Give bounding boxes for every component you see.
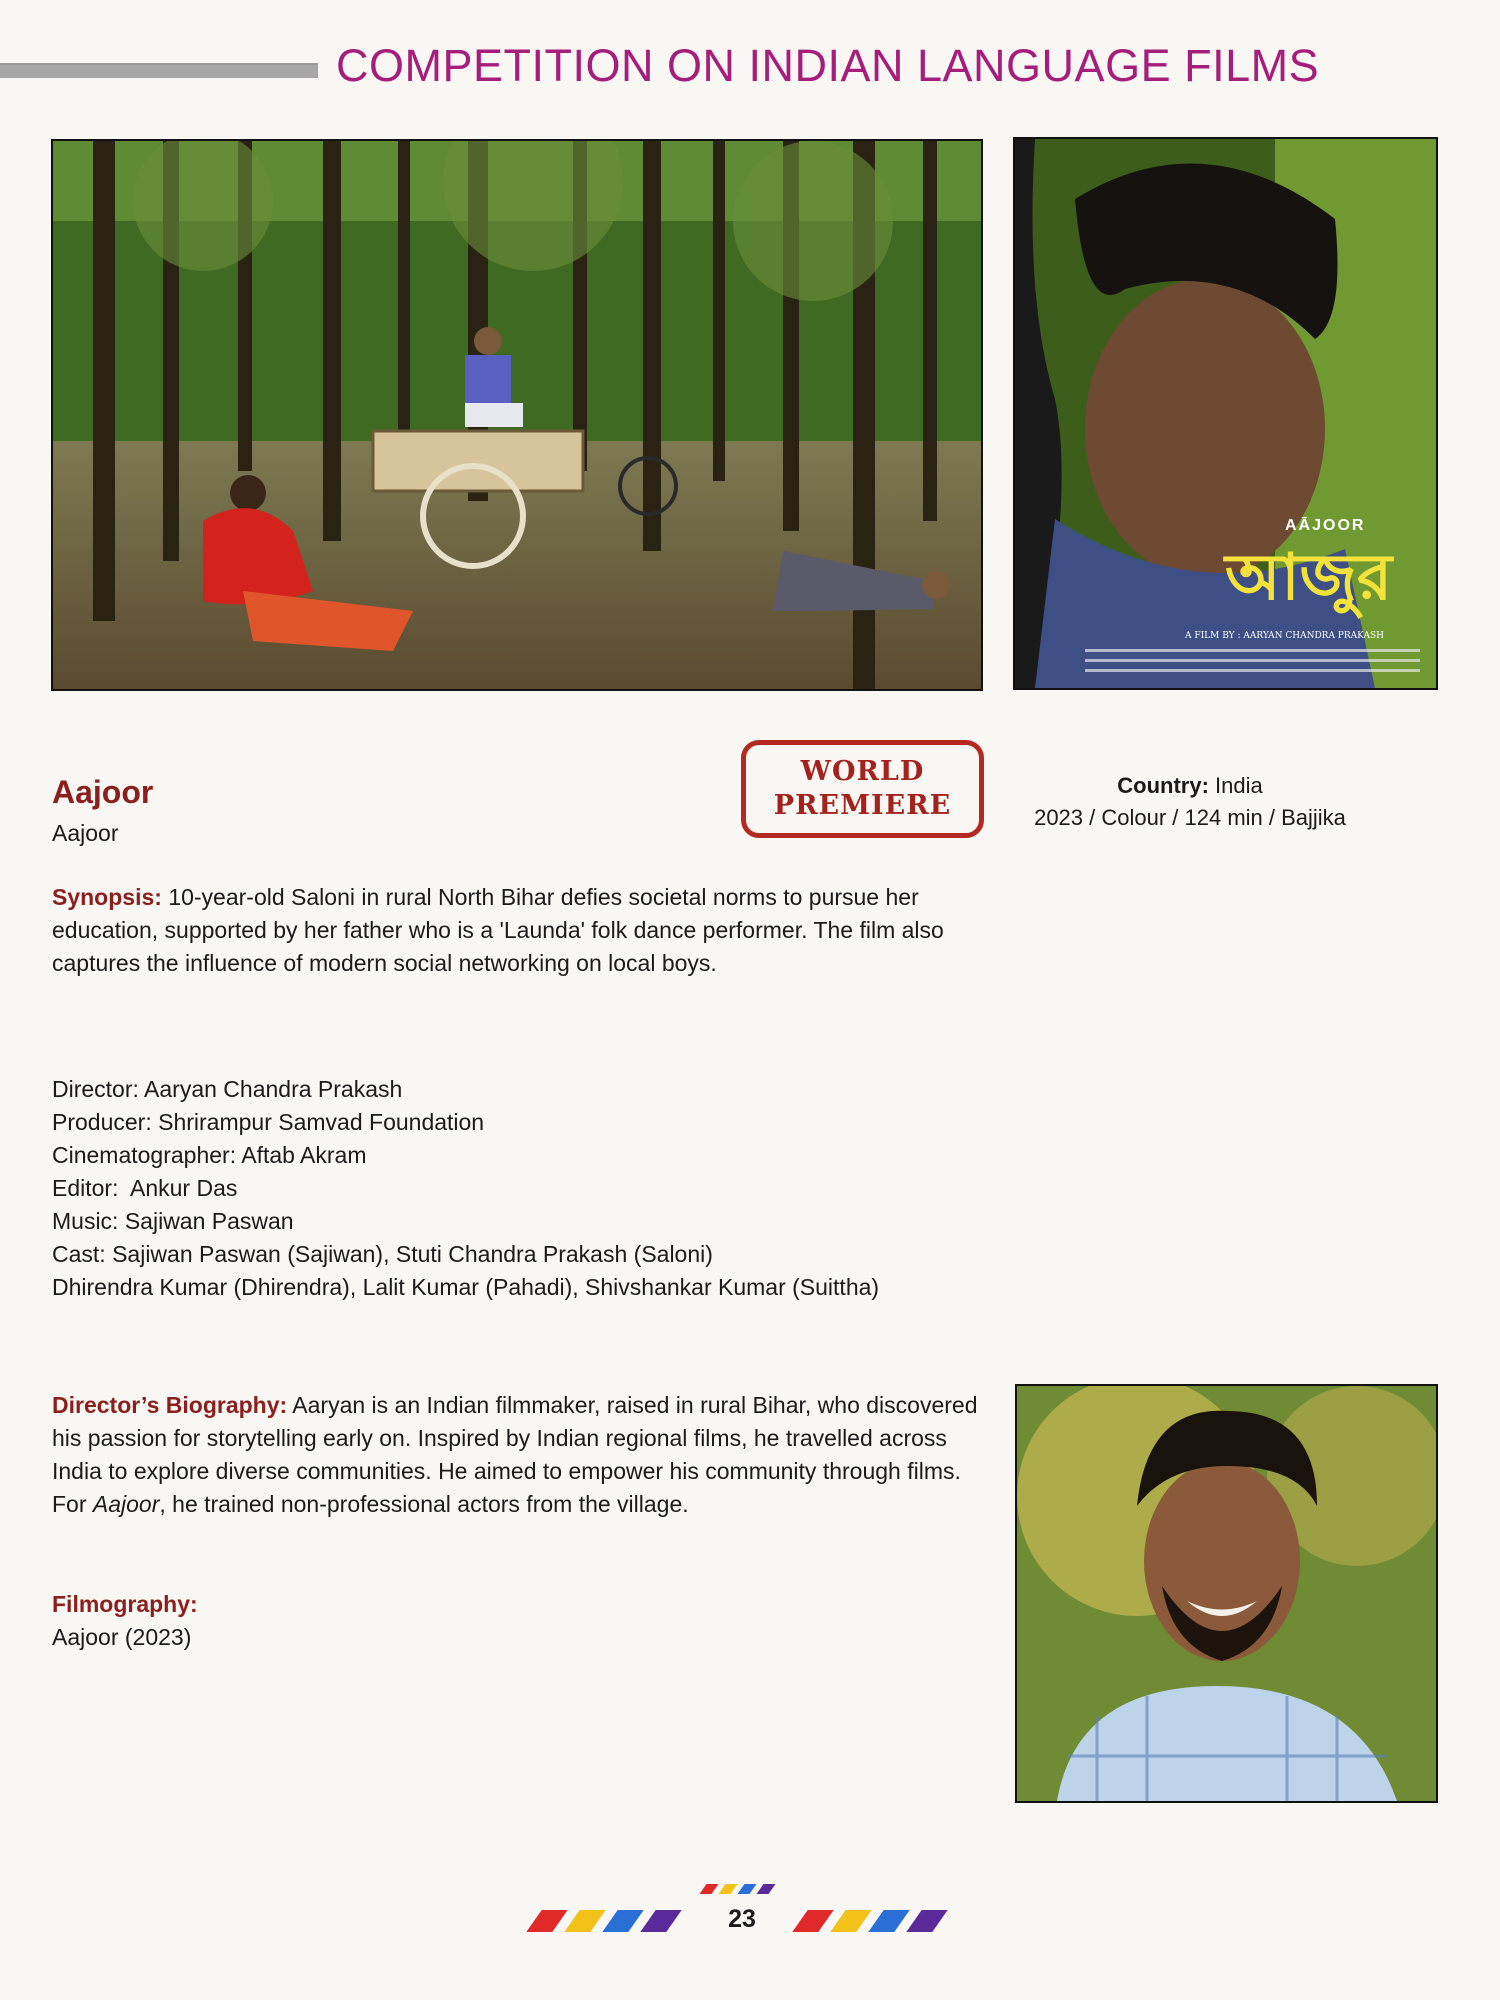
poster-credit-line [1085, 649, 1420, 652]
film-title: Aajoor [52, 774, 154, 810]
film-original-title: Aajoor [52, 820, 119, 846]
poster-credit-line [1085, 669, 1420, 672]
footer-mini-stripe [737, 1884, 756, 1894]
biography-text-part-2: , he trained non-professional actors from the village. [159, 1491, 689, 1517]
footer-stripe [792, 1910, 833, 1932]
credit-editor: Editor: Ankur Das [52, 1175, 238, 1201]
footer-stripe [868, 1910, 909, 1932]
footer-stripe [830, 1910, 871, 1932]
filmography-label: Filmography: [52, 1591, 198, 1617]
footer-mini-stripe [699, 1884, 718, 1894]
credits-list [52, 1073, 992, 1304]
page-number: 23 [728, 1905, 756, 1933]
poster-credit-line [1085, 659, 1420, 662]
stamp-line-2: PREMIERE [773, 790, 952, 821]
country-label: Country: [1117, 773, 1209, 798]
director-biography [52, 1389, 992, 1521]
footer-stripe [640, 1910, 681, 1932]
footer-mini-stripe [718, 1884, 737, 1894]
portrait-illustration [1017, 1386, 1436, 1801]
poster-script-title: আজুর [1225, 541, 1393, 615]
country-line [1000, 770, 1380, 802]
synopsis-label: Synopsis: [52, 884, 162, 910]
credit-cinematographer: Cinematographer: Aftab Akram [52, 1142, 367, 1168]
biography-label: Director’s Biography: [52, 1392, 288, 1418]
film-poster-image [1013, 137, 1438, 690]
forest-scene-illustration [53, 141, 981, 689]
footer-stripe [602, 1910, 643, 1932]
credit-director: Director: Aaryan Chandra Prakash [52, 1076, 403, 1102]
credit-cast-continued: Dhirendra Kumar (Dhirendra), Lalit Kumar (Pahadi), Shivshankar Kumar (Suittha) [52, 1274, 880, 1300]
filmography-value: Aajoor (2023) [52, 1624, 192, 1650]
footer-stripe [564, 1910, 605, 1932]
footer-stripe [526, 1910, 567, 1932]
poster-brand: AĀJOOR [1285, 517, 1366, 534]
synopsis-text: 10-year-old Saloni in rural North Bihar defies societal norms to pursue her education, supported by her father who is a 'Launda' folk dance performer. The film also captures the influence of modern social networking on local boys. [52, 884, 944, 976]
footer-stripe [906, 1910, 947, 1932]
poster-byline: A FILM BY : AARYAN CHANDRA PRAKASH [1185, 631, 1385, 641]
footer-mini-stripe [756, 1884, 775, 1894]
credit-cast: Cast: Sajiwan Paswan (Sajiwan), Stuti Chandra Prakash (Saloni) [52, 1241, 713, 1267]
biography-film-title: Aajoor [92, 1491, 160, 1517]
stamp-line-1: WORLD [800, 756, 925, 787]
country-value: India [1215, 773, 1263, 798]
film-details: 2023 / Colour / 124 min / Bajjika [1034, 805, 1346, 830]
world-premiere-stamp [741, 740, 984, 838]
synopsis [52, 881, 992, 980]
credit-music: Music: Sajiwan Paswan [52, 1208, 294, 1234]
film-info [1000, 770, 1380, 834]
section-title: COMPETITION ON INDIAN LANGUAGE FILMS [336, 40, 1320, 91]
header-rule [0, 63, 318, 78]
film-still-image [51, 139, 983, 691]
director-portrait-image [1015, 1384, 1438, 1803]
credit-producer: Producer: Shrirampur Samvad Foundation [52, 1109, 485, 1135]
biography-text-part-1: Aaryan is an Indian filmmaker, raised in rural Bihar, who discovered his passion for storytelling early on. Inspired by Indian regional films, he travelled across India to explore diverse communities. He aimed to empower his community through films. For [52, 1392, 978, 1517]
